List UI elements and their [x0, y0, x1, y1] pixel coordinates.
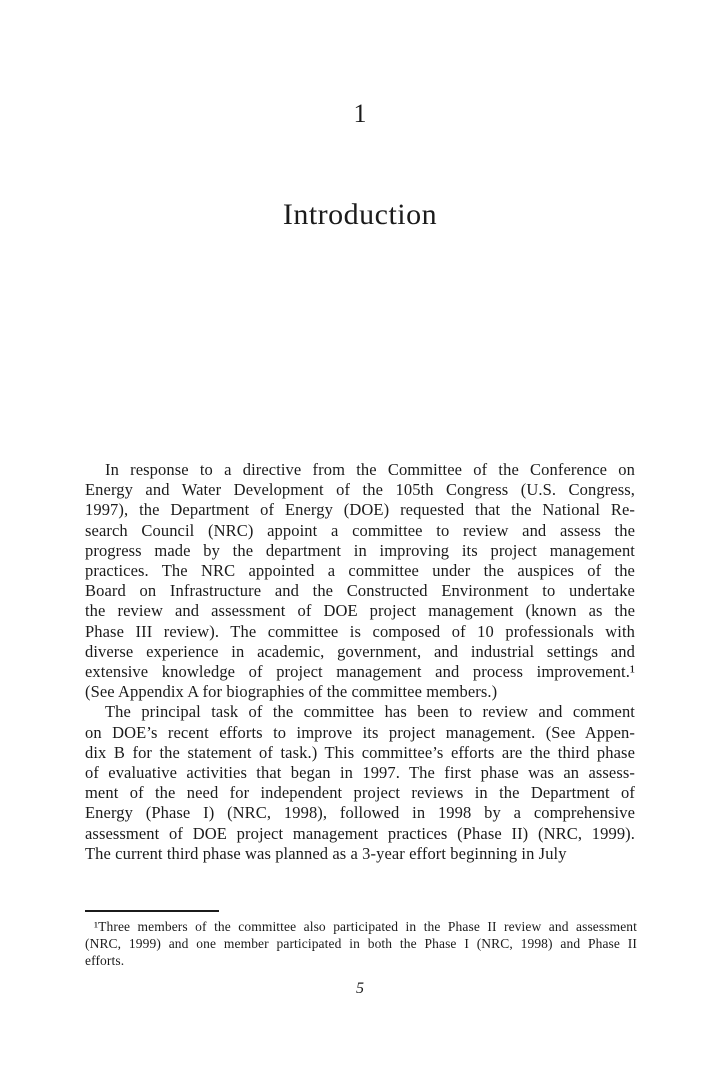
- body-text-line: assessment of DOE project management practices (Phase II) (NRC, 1999).: [85, 823, 635, 843]
- body-text-line: In response to a directive from the Committee of the Conference on: [105, 460, 635, 479]
- footnote-line: efforts.: [85, 953, 125, 968]
- footnote-line: (NRC, 1999) and one member participated in both the Phase I (NRC, 1998) and Phase II: [85, 936, 637, 951]
- chapter-title: Introduction: [282, 198, 438, 231]
- body-text-line: Phase III review). The committee is composed of 10 professionals with: [85, 621, 635, 641]
- page-number: 5: [356, 980, 364, 997]
- body-text-line: of evaluative activities that began in 1997. The first phase was an assess-: [85, 763, 635, 783]
- body-text-line: practices. The NRC appointed a committee under the auspices of the: [85, 561, 635, 581]
- body-text-line: dix B for the statement of task.) This committee’s efforts are the third phase: [85, 742, 635, 762]
- body-text-line: on DOE’s recent efforts to improve its project management. (See Appen-: [85, 722, 635, 742]
- body-text: [85, 460, 635, 864]
- body-text-line: The current third phase was planned as a 3-year effort beginning in July: [85, 843, 567, 863]
- body-text-line: 1997), the Department of Energy (DOE) requested that the National Re-: [85, 500, 635, 520]
- body-text-line: (See Appendix A for biographies of the committee members.): [85, 682, 498, 702]
- body-text-line: The principal task of the committee has been to review and comment: [105, 702, 635, 722]
- footnote-rule: [85, 910, 219, 912]
- body-text-line: progress made by the department in improving its project management: [85, 540, 635, 560]
- body-text-line: Energy (Phase I) (NRC, 1998), followed in 1998 by a comprehensive: [85, 803, 635, 823]
- body-text-line: search Council (NRC) appoint a committee to review and assess the: [85, 520, 635, 540]
- body-text-line: ment of the need for independent project reviews in the Department of: [85, 783, 635, 803]
- body-text-line: Energy and Water Development of the 105th Congress (U.S. Congress,: [85, 480, 635, 500]
- body-text-line: the review and assessment of DOE project management (known as the: [85, 601, 635, 621]
- body-text-line: diverse experience in academic, government, and industrial settings and: [85, 641, 635, 661]
- body-text-line: extensive knowledge of project management and process improvement.¹: [85, 662, 635, 682]
- body-text-line: Board on Infrastructure and the Constructed Environment to undertake: [85, 581, 635, 601]
- chapter-number: 1: [353, 99, 367, 128]
- footnote-line: ¹Three members of the committee also participated in the Phase II review and assessment: [94, 919, 637, 934]
- footnote: [85, 918, 637, 969]
